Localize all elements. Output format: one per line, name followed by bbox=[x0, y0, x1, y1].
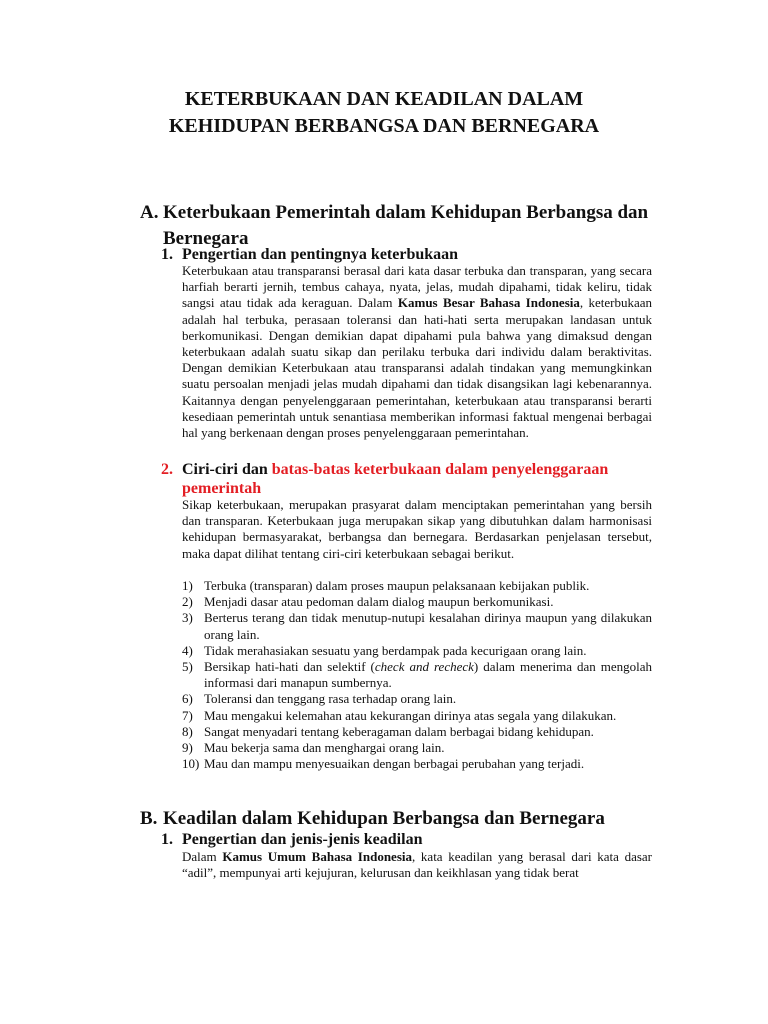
list-item bbox=[182, 691, 652, 707]
list-item-text: Mau mengakui kelemahan atau kekurangan dirinya atas segala yang dilakukan. bbox=[204, 707, 617, 723]
subsection-b1-heading bbox=[161, 830, 661, 849]
subsection-b1-number: 1. bbox=[161, 831, 173, 848]
subsection-a1-number: 1. bbox=[161, 246, 173, 263]
list-item bbox=[182, 708, 652, 724]
subsection-b1-title: Pengertian dan jenis-jenis keadilan bbox=[182, 831, 423, 848]
list-item bbox=[182, 610, 652, 642]
list-item bbox=[182, 756, 652, 772]
list-item-text: Mau dan mampu menyesuaikan dengan berbagai perubahan yang terjadi. bbox=[204, 756, 585, 772]
section-b-heading bbox=[140, 806, 700, 832]
a1-paragraph-text-before: Keterbukaan atau transparansi berasal dari kata dasar terbuka dan transparan, yang secara harfiah berarti jernih, tembus cahaya, nyata, jelas, mudah dipahami, tidak keliru, tidak sangsi atau tidak ada keraguan. Dalam bbox=[182, 263, 652, 311]
list-item-text-after: ) dalam menerima dan mengolah informasi dari manapun sumbernya. bbox=[204, 659, 653, 691]
list-item-number: 3) bbox=[182, 610, 193, 626]
section-a-letter: A. bbox=[140, 202, 159, 223]
ciri-ciri-list bbox=[182, 578, 652, 772]
document-title bbox=[0, 86, 768, 140]
list-item-text bbox=[204, 659, 652, 691]
list-item-number: 8) bbox=[182, 723, 193, 739]
list-item-number: 1) bbox=[182, 578, 193, 593]
subsection-a1-heading bbox=[161, 245, 661, 264]
subsection-a1-paragraph bbox=[182, 263, 652, 441]
subsection-a2-heading bbox=[161, 460, 661, 498]
list-item bbox=[182, 578, 652, 594]
document-title-line1: KETERBUKAAN DAN KEADILAN DALAM bbox=[184, 88, 584, 110]
subsection-a2-title-black: Ciri-ciri dan bbox=[182, 461, 272, 478]
list-item-text-before: Bersikap hati-hati dan selektif ( bbox=[204, 659, 375, 675]
list-item-text: Mau bekerja sama dan menghargai orang lain. bbox=[204, 740, 445, 756]
list-item-number: 7) bbox=[182, 707, 193, 723]
list-item-text: Sangat menyadari tentang keberagaman dalam berbagai bidang kehidupan. bbox=[204, 723, 594, 739]
list-item-text: Berterus terang dan tidak menutup-nutupi kesalahan dirinya maupun yang dilakukan orang lain. bbox=[204, 610, 652, 642]
list-item bbox=[182, 594, 652, 610]
a1-paragraph-bold-term: Kamus Besar Bahasa Indonesia bbox=[397, 295, 580, 311]
subsection-a2-title-red-line2: pemerintah bbox=[182, 480, 262, 497]
list-item bbox=[182, 724, 652, 740]
list-item bbox=[182, 643, 652, 659]
list-item-number: 10) bbox=[182, 756, 200, 772]
list-item-number: 2) bbox=[182, 594, 193, 610]
a1-paragraph-text-after: , keterbukaan adalah hal terbuka, perasaan toleransi dan hati-hati serta merupakan landasan untuk berkomunikasi. Dengan demikian dapat dipahami pula bahwa yang dimaksud dengan keterbukaan adalah suatu sikap dan perilaku terbuka dari individu dalam beraktivitas. Dengan demikian Keterbukaan atau transparansi adalah tindakan yang memungkinkan suatu persoalan menjadi jelas mudah dipahami dan tidak disangsikan lagi kebenarannya. Kaitannya dengan penyelenggaraan pemerintahan, keterbukaan atau transparansi berarti kesediaan pemerintah untuk senantiasa memberikan informasi faktual mengenai berbagai hal yang berkenaan dengan proses penyelenggaraan pemerintahan. bbox=[182, 295, 652, 441]
list-item-text: Tidak merahasiakan sesuatu yang berdampak pada kecurigaan orang lain. bbox=[204, 642, 587, 658]
b1-paragraph-text-before: Dalam bbox=[182, 849, 223, 864]
list-item-text: Toleransi dan tenggang rasa terhadap orang lain. bbox=[204, 691, 457, 707]
subsection-a2-title-red-line1: batas-batas keterbukaan dalam penyelenggaraan bbox=[271, 461, 609, 478]
list-item bbox=[182, 740, 652, 756]
subsection-a2-number: 2. bbox=[161, 461, 173, 478]
list-item-italic-term: check and recheck bbox=[374, 659, 474, 675]
list-item bbox=[182, 659, 652, 691]
list-item-text: Terbuka (transparan) dalam proses maupun pelaksanaan kebijakan publik. bbox=[204, 578, 590, 593]
subsection-b1-paragraph bbox=[182, 849, 652, 881]
list-item-text: Menjadi dasar atau pedoman dalam dialog maupun berkomunikasi. bbox=[204, 594, 554, 610]
document-title-line2: KEHIDUPAN BERBANGSA DAN BERNEGARA bbox=[168, 115, 600, 137]
list-item-number: 9) bbox=[182, 740, 193, 756]
subsection-a2-paragraph: Sikap keterbukaan, merupakan prasyarat dalam menciptakan pemerintahan yang bersih dan transparan. Keterbukaan juga merupakan sikap yang dibutuhkan dalam harmonisasi kehidupan bermasyarakat, berbangsa dan bernegara. Berdasarkan penjelasan tersebut, maka dapat dilihat tentang ciri-ciri keterbukaan sebagai berikut. bbox=[182, 497, 652, 561]
subsection-a1-title: Pengertian dan pentingnya keterbukaan bbox=[182, 246, 459, 263]
b1-paragraph-text-after: , kata keadilan yang berasal dari kata dasar “adil”, mempunyai arti kejujuran, kelurusan dan keikhlasan yang tidak berat bbox=[182, 849, 652, 881]
section-a-title-line2: Bernegara bbox=[163, 228, 249, 249]
section-b-letter: B. bbox=[140, 808, 158, 829]
list-item-number: 5) bbox=[182, 659, 193, 675]
list-item-number: 6) bbox=[182, 691, 193, 707]
b1-paragraph-bold-term: Kamus Umum Bahasa Indonesia bbox=[222, 849, 412, 864]
section-a-title-line1: Keterbukaan Pemerintah dalam Kehidupan Berbangsa dan bbox=[163, 202, 649, 223]
list-item-number: 4) bbox=[182, 642, 193, 658]
section-b-title: Keadilan dalam Kehidupan Berbangsa dan Bernegara bbox=[163, 808, 605, 829]
